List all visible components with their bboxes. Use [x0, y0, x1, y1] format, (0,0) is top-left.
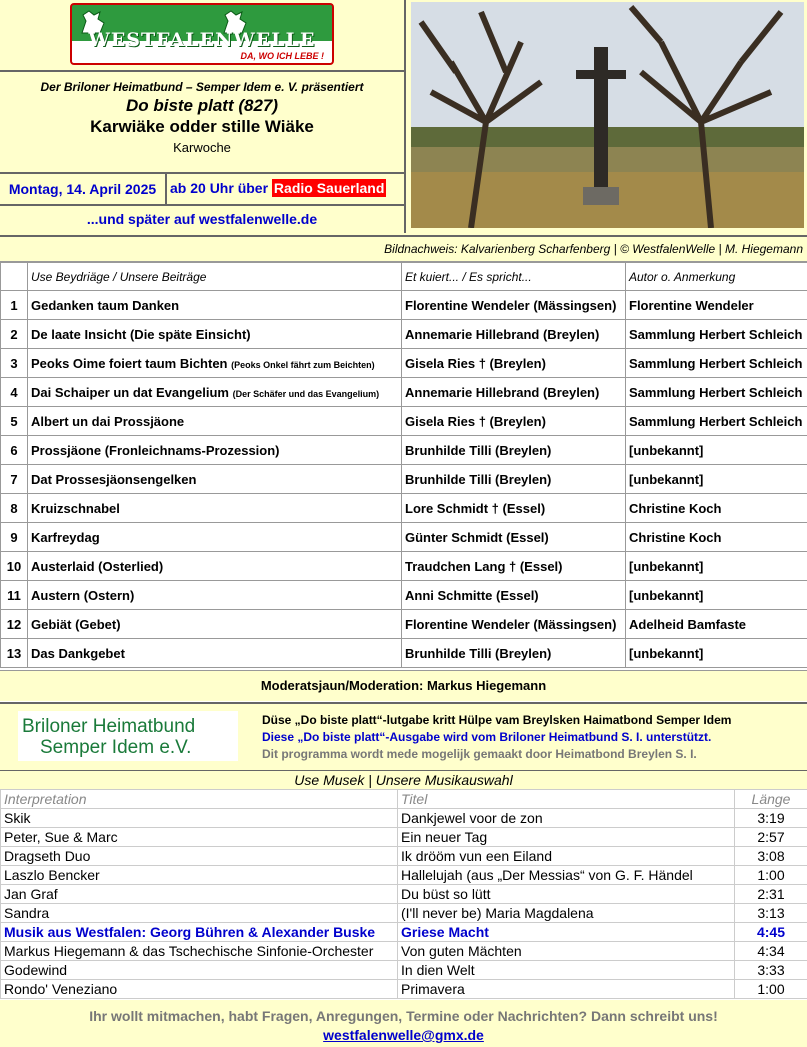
- segment-speaker: Gisela Ries † (Breylen): [402, 407, 626, 436]
- music-title-cell: Ein neuer Tag: [398, 828, 735, 847]
- sponsor-line-deutsch: Diese „Do biste platt“-Ausgabe wird vom Briloner Heimatbund S. I. unterstützt.: [262, 730, 712, 744]
- segment-number: 7: [1, 465, 28, 494]
- segment-title: [28, 494, 402, 523]
- music-title-cell: Von guten Mächten: [398, 942, 735, 961]
- music-row: [1, 885, 807, 904]
- segment-number: 3: [1, 349, 28, 378]
- music-length: 3:13: [735, 904, 807, 923]
- music-title-cell: Du büst so lütt: [398, 885, 735, 904]
- segment-author: Christine Koch: [626, 523, 807, 552]
- table-row: [1, 320, 807, 349]
- segment-title-text: Austerlaid (Osterlied): [31, 558, 164, 574]
- segment-number: 8: [1, 494, 28, 523]
- table-row: [1, 494, 807, 523]
- music-table: [0, 789, 807, 999]
- segment-speaker: Traudchen Lang † (Essel): [402, 552, 626, 581]
- segment-number: 12: [1, 610, 28, 639]
- segment-title-text: Dai Schaiper un dat Evangelium: [31, 384, 229, 400]
- segment-author: [unbekannt]: [626, 465, 807, 494]
- show-info: [0, 72, 404, 174]
- sponsor-banner: [0, 702, 807, 772]
- segment-title: [28, 320, 402, 349]
- segment-speaker: Florentine Wendeler (Mässingsen): [402, 610, 626, 639]
- music-artist: Musik aus Westfalen: Georg Bühren & Alexander Buske: [1, 923, 398, 942]
- music-row: [1, 961, 807, 980]
- station-link[interactable]: Radio Sauerland: [273, 180, 385, 196]
- segment-title-text: Peoks Oime foiert taum Bichten: [31, 355, 228, 371]
- segment-speaker: Lore Schmidt † (Essel): [402, 494, 626, 523]
- table-row: [1, 552, 807, 581]
- footer: [0, 1000, 807, 1047]
- segment-speaker: Brunhilde Tilli (Breylen): [402, 436, 626, 465]
- logo-name: WESTFALENWELLE: [88, 29, 316, 51]
- sponsor-line-plattdeutsch: Düse „Do biste platt“-lutgabe kritt Hülpe vam Breylsken Haimatbond Semper Idem: [262, 713, 732, 727]
- header-info: [0, 0, 406, 233]
- logo-area: [0, 0, 404, 72]
- segment-speaker: Gisela Ries † (Breylen): [402, 349, 626, 378]
- music-length: 4:45: [735, 923, 807, 942]
- segment-speaker: Annemarie Hillebrand (Breylen): [402, 320, 626, 349]
- segment-title-text: Kruizschnabel: [31, 500, 120, 516]
- segment-speaker: Brunhilde Tilli (Breylen): [402, 639, 626, 668]
- header-cell-contribution: Use Beydriäge / Unsere Beiträge: [28, 263, 402, 291]
- table-header-row: [1, 263, 807, 291]
- music-artist: Rondo' Veneziano: [1, 980, 398, 999]
- music-artist: Skik: [1, 809, 398, 828]
- table-row: [1, 610, 807, 639]
- music-title-cell: Hallelujah (aus „Der Messias“ von G. F. Händel: [398, 866, 735, 885]
- segment-title: [28, 291, 402, 320]
- header-cell-number: [1, 263, 28, 291]
- segments-table: [0, 262, 807, 668]
- music-artist: Markus Hiegemann & das Tschechische Sinfonie-Orchester: [1, 942, 398, 961]
- show-title: Do biste platt (827): [125, 96, 279, 115]
- segment-speaker: Günter Schmidt (Essel): [402, 523, 626, 552]
- music-header-length: Länge: [735, 790, 807, 809]
- segment-title-text: Dat Prossesjäonsengelken: [31, 471, 197, 487]
- segment-number: 2: [1, 320, 28, 349]
- segment-title: [28, 581, 402, 610]
- air-time: [170, 180, 386, 196]
- music-artist: Laszlo Bencker: [1, 866, 398, 885]
- segment-speaker: Anni Schmitte (Essel): [402, 581, 626, 610]
- air-time-prefix: ab 20 Uhr über: [170, 180, 269, 196]
- table-row: [1, 581, 807, 610]
- episode-subtitle: Karwoche: [173, 140, 231, 155]
- kalvarienberg-photo: [411, 2, 804, 228]
- segment-title-translation: (Der Schäfer und das Evangelium): [232, 388, 380, 399]
- segment-title: [28, 523, 402, 552]
- segment-title-text: Austern (Ostern): [31, 587, 135, 603]
- segment-speaker: Florentine Wendeler (Mässingsen): [402, 291, 626, 320]
- header: [0, 0, 807, 237]
- music-row: [1, 866, 807, 885]
- table-row: [1, 291, 807, 320]
- segment-author: Sammlung Herbert Schleich: [626, 349, 807, 378]
- music-title-cell: In dien Welt: [398, 961, 735, 980]
- music-header-title: Titel: [398, 790, 735, 809]
- table-row: [1, 465, 807, 494]
- heimatbund-logo-line2: Semper Idem e.V.: [40, 737, 192, 758]
- heimatbund-logo-line1: Briloner Heimatbund: [22, 716, 196, 737]
- table-row: [1, 378, 807, 407]
- photo-credit: Bildnachweis: Kalvarienberg Scharfenberg | © WestfalenWelle | M. Hiegemann: [0, 237, 807, 262]
- header-cell-speaker: Et kuiert... / Es spricht...: [402, 263, 626, 291]
- westfalenwelle-logo[interactable]: [70, 3, 334, 65]
- music-artist: Sandra: [1, 904, 398, 923]
- music-length: 3:08: [735, 847, 807, 866]
- music-length: 3:33: [735, 961, 807, 980]
- footer-email-link[interactable]: westfalenwelle@gmx.de: [323, 1027, 484, 1043]
- segment-number: 1: [1, 291, 28, 320]
- presenter-text: Der Briloner Heimatbund – Semper Idem e. V. präsentiert: [40, 80, 364, 94]
- table-row: [1, 523, 807, 552]
- segment-title-text: De laate Insicht (Die späte Einsicht): [31, 326, 251, 342]
- segment-author: Sammlung Herbert Schleich: [626, 407, 807, 436]
- music-header-row: [1, 790, 807, 809]
- music-length: 3:19: [735, 809, 807, 828]
- music-title: Use Musek | Unsere Musikauswahl: [0, 771, 807, 789]
- music-artist: Peter, Sue & Marc: [1, 828, 398, 847]
- segment-speaker: Brunhilde Tilli (Breylen): [402, 465, 626, 494]
- segment-number: 11: [1, 581, 28, 610]
- segment-author: Adelheid Bamfaste: [626, 610, 807, 639]
- table-row: [1, 639, 807, 668]
- heimatbund-logo[interactable]: [18, 711, 238, 761]
- segment-title: [28, 639, 402, 668]
- segment-title-text: Gedanken taum Danken: [31, 297, 180, 313]
- music-title-cell: Primavera: [398, 980, 735, 999]
- music-length: 2:57: [735, 828, 807, 847]
- sponsor-text: [262, 712, 731, 763]
- header-cell-author: Autor o. Anmerkung: [626, 263, 807, 291]
- segment-title: [28, 465, 402, 494]
- music-row: [1, 904, 807, 923]
- segment-title: [28, 610, 402, 639]
- music-artist: Dragseth Duo: [1, 847, 398, 866]
- segment-title-translation: (Peoks Onkel fährt zum Beichten): [231, 359, 375, 370]
- segment-title: [28, 436, 402, 465]
- segment-number: 10: [1, 552, 28, 581]
- moderation-credit: Moderatsjaun/Moderation: Markus Hiegemann: [0, 670, 807, 701]
- music-artist: Jan Graf: [1, 885, 398, 904]
- segment-author: [unbekannt]: [626, 436, 807, 465]
- segment-number: 5: [1, 407, 28, 436]
- music-row: [1, 942, 807, 961]
- segment-author: [unbekannt]: [626, 552, 807, 581]
- music-row: [1, 828, 807, 847]
- segment-title-text: Albert un dai Prossjäone: [31, 413, 185, 429]
- segment-number: 6: [1, 436, 28, 465]
- segment-title-text: Gebiät (Gebet): [31, 616, 121, 632]
- segment-number: 4: [1, 378, 28, 407]
- music-length: 1:00: [735, 980, 807, 999]
- segment-author: [unbekannt]: [626, 639, 807, 668]
- segment-title-text: Prossjäone (Fronleichnams-Prozession): [31, 442, 280, 458]
- music-row: [1, 809, 807, 828]
- segment-author: [unbekannt]: [626, 581, 807, 610]
- segment-title: [28, 378, 402, 407]
- music-length: 2:31: [735, 885, 807, 904]
- segment-title-text: Das Dankgebet: [31, 645, 125, 661]
- table-row: [1, 436, 807, 465]
- music-header-interpretation: Interpretation: [1, 790, 398, 809]
- sponsor-line-niederlaendisch: Dit programma wordt mede mogelijk gemaakt door Heimatbond Breylen S. I.: [262, 747, 697, 761]
- segment-title: [28, 407, 402, 436]
- later-link[interactable]: ...und später auf westfalenwelle.de: [86, 211, 318, 227]
- segment-number: 13: [1, 639, 28, 668]
- music-row: [1, 847, 807, 866]
- segment-title: [28, 552, 402, 581]
- air-date: Montag, 14. April 2025: [0, 174, 167, 204]
- segment-author: Florentine Wendeler: [626, 291, 807, 320]
- music-length: 1:00: [735, 866, 807, 885]
- segment-number: 9: [1, 523, 28, 552]
- music-title-cell: (I'll never be) Maria Magdalena: [398, 904, 735, 923]
- music-row: [1, 980, 807, 999]
- music-row: [1, 923, 807, 942]
- segment-author: Sammlung Herbert Schleich: [626, 320, 807, 349]
- music-artist: Godewind: [1, 961, 398, 980]
- segment-title-text: Karfreydag: [31, 529, 100, 545]
- segment-author: Sammlung Herbert Schleich: [626, 378, 807, 407]
- music-title-cell: Griese Macht: [398, 923, 735, 942]
- table-row: [1, 349, 807, 378]
- table-row: [1, 407, 807, 436]
- crucifix-tree-scene: [411, 2, 804, 228]
- music-title-cell: Dankjewel voor de zon: [398, 809, 735, 828]
- segment-speaker: Annemarie Hillebrand (Breylen): [402, 378, 626, 407]
- logo-tagline: DA, WO ICH LEBE !: [240, 51, 324, 61]
- broadcast-info: [0, 174, 404, 206]
- segment-author: Christine Koch: [626, 494, 807, 523]
- episode-title: Karwiäke odder stille Wiäke: [90, 117, 314, 136]
- footer-text: Ihr wollt mitmachen, habt Fragen, Anregungen, Termine oder Nachrichten? Dann schreibt uns!: [89, 1008, 718, 1024]
- music-length: 4:34: [735, 942, 807, 961]
- music-title-cell: Ik drööm vun een Eiland: [398, 847, 735, 866]
- segment-title: [28, 349, 402, 378]
